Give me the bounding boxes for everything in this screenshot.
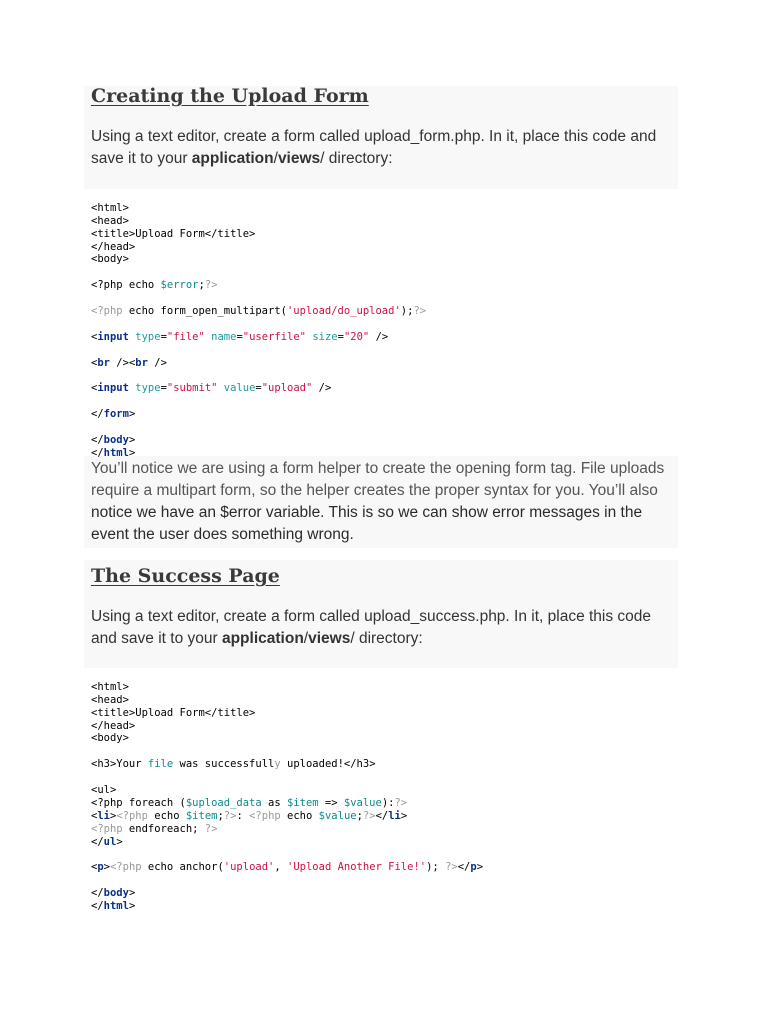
code-line: <input type="submit" value="upload" /> [91, 382, 332, 395]
code-line: <title>Upload Form</title> [91, 227, 256, 240]
code-line: <html> [91, 201, 129, 214]
code-line: <?php foreach ($upload_data as $item => $value):?> [91, 796, 408, 809]
code-line: </head> [91, 719, 136, 732]
code-line-blank [91, 369, 426, 382]
code-line: <title>Upload Form</title> [91, 706, 256, 719]
section1-note [91, 458, 671, 546]
code-line: <html> [91, 680, 129, 693]
intro-text: Using a text editor, create a form called upload_success.php. In it, place this code and save it to your [91, 608, 652, 647]
code-line-blank [91, 745, 483, 758]
intro-bold-views: views [308, 630, 351, 647]
section1-code-block [91, 189, 426, 473]
note-text-light: You’ll notice we are using a form helper to create the opening form tag. File uploads require a multipart form, so the helper creates the proper syntax for you. You’ll also [91, 460, 665, 499]
code-line: </html> [91, 446, 136, 459]
code-line: <ul> [91, 784, 117, 797]
section2-title: The Success Page [91, 565, 280, 587]
code-line-blank [91, 395, 426, 408]
section2-code-block [91, 668, 483, 926]
code-line: <input type="file" name="userfile" size="20" /> [91, 330, 389, 343]
code-line: <li><?php echo $item;?>: <?php echo $value;?></li> [91, 809, 408, 822]
code-line-blank [91, 292, 426, 305]
code-line: <body> [91, 732, 129, 745]
intro-bold-views: views [277, 150, 321, 167]
code-line: <head> [91, 693, 129, 706]
code-line-blank [91, 848, 483, 861]
code-line-blank [91, 874, 483, 887]
code-line: <br /><br /> [91, 356, 167, 369]
code-line: </body> [91, 433, 136, 446]
intro-text-end: / directory: [350, 630, 423, 647]
section1-intro [91, 126, 671, 170]
code-line: <head> [91, 214, 129, 227]
code-line: <h3>Your file was successfully uploaded!</h3> [91, 758, 376, 771]
code-line: <?php echo $error;?> [91, 279, 218, 292]
section2-intro [91, 606, 671, 650]
note-text-dark: notice we have an $error variable. This is so we can show error messages in the event the user does something wrong. [91, 504, 643, 543]
code-line: <?php echo form_open_multipart('upload/do_upload');?> [91, 305, 427, 318]
intro-bold-application: application [221, 630, 304, 647]
code-line-blank [91, 771, 483, 784]
code-line: </body> [91, 887, 136, 900]
intro-text: Using a text editor, create a form called upload_form.php. In it, place this code and save it to your [91, 128, 657, 167]
code-line: <p><?php echo anchor('upload', 'Upload Another File!'); ?></p> [91, 861, 484, 874]
intro-sep: / [303, 630, 309, 647]
code-line: <?php endforeach; ?> [91, 822, 218, 835]
intro-bold-application: application [191, 150, 274, 167]
code-line: </head> [91, 240, 136, 253]
code-line: </form> [91, 408, 136, 421]
code-line: </ul> [91, 835, 123, 848]
section1-title: Creating the Upload Form [91, 85, 369, 107]
code-line-blank [91, 318, 426, 331]
code-line: </html> [91, 900, 136, 913]
intro-sep: / [273, 150, 278, 167]
code-line-blank [91, 344, 426, 357]
intro-text-end: / directory: [320, 150, 393, 167]
code-line-blank [91, 421, 426, 434]
code-line: <body> [91, 253, 129, 266]
code-line-blank [91, 266, 426, 279]
